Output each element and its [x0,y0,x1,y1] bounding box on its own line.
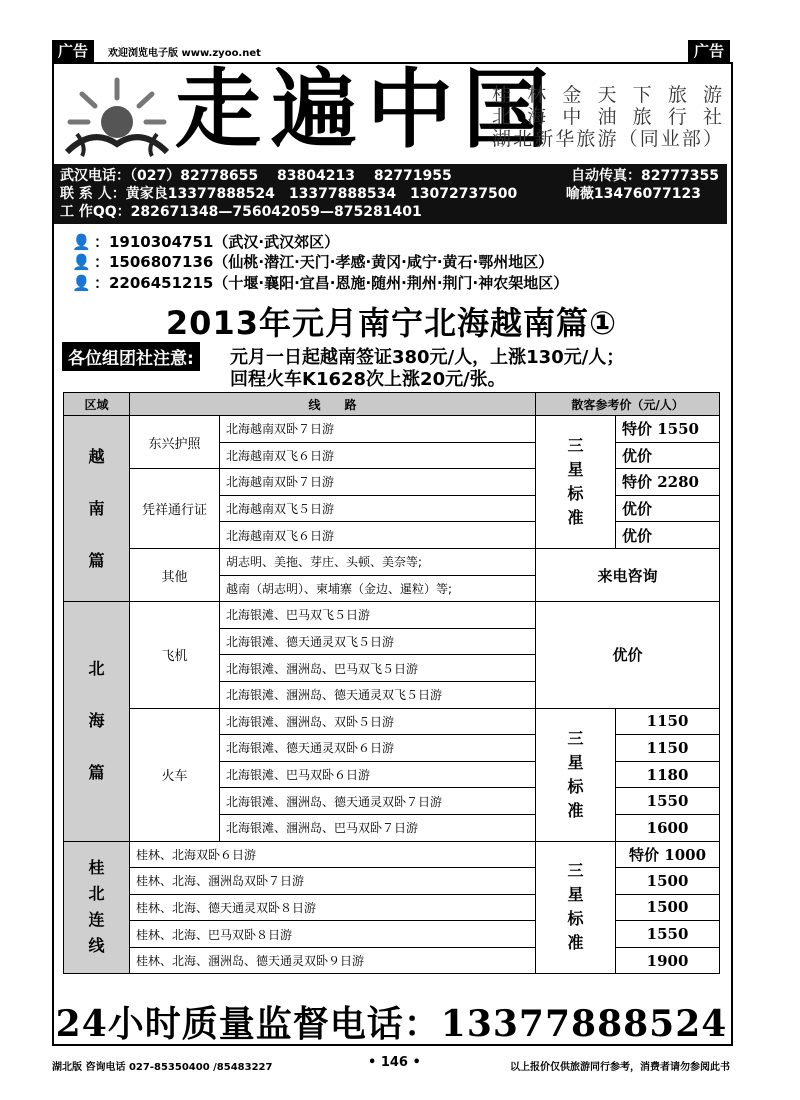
person-icon: 👤 [72,233,91,251]
agency-1: 桂 林 金 天 下 旅 游 [492,84,724,106]
price: 1900 [616,947,720,974]
price: 1150 [616,735,720,762]
header-price: 散客参考价（元/人） [536,393,720,416]
table-row [64,894,720,921]
price: 特价 1550 [616,416,720,443]
route: 桂林、北海、德天通灵双卧８日游 [130,894,536,921]
table-row [64,947,720,974]
price: 1550 [616,788,720,815]
price-discount: 优价 [536,602,720,708]
notice-label: 各位组团社注意: [62,342,200,371]
table-row [64,469,720,496]
star-standard: 三 星 标 准 [536,416,616,549]
sub-dongxing: 东兴护照 [130,416,220,469]
price: 特价 1000 [616,841,720,868]
brand-name: 走遍中国 [175,59,559,160]
price: 1500 [616,894,720,921]
route: 北海银滩、巴马双卧６日游 [220,761,536,788]
star-standard: 三 星 标 准 [536,841,616,974]
route: 北海银滩、涠洲岛、德天通灵双飞５日游 [220,681,536,708]
route: 北海银滩、涠洲岛、巴马双卧７日游 [220,814,536,841]
route: 桂林、北海、涠洲岛、德天通灵双卧９日游 [130,947,536,974]
contact-bar [54,164,727,224]
agency-3: 湖北新华旅游（同业部） [492,128,724,150]
qq-line-3[interactable]: 👤 ：2206451215（十堰·襄阳·宜昌·恩施·随州·荆州·荆门·神农架地区） [72,274,569,292]
region-beihai: 北 海 篇 [64,602,130,841]
sub-pingxiang: 凭祥通行证 [130,469,220,549]
table-row [64,708,720,735]
header-route: 线 路 [130,393,536,416]
route: 北海银滩、涠洲岛、德天通灵双卧７日游 [220,788,536,815]
header-region: 区域 [64,393,130,416]
footer-left: 湖北版 咨询电话 027-85350400 /85483227 [52,1062,273,1073]
page-title: 2013年元月南宁北海越南篇① [165,304,618,342]
route: 北海越南双飞６日游 [220,522,536,549]
route: 北海银滩、涠洲岛、双卧５日游 [220,708,536,735]
sub-train: 火车 [130,708,220,841]
table-row [64,602,720,629]
route: 北海银滩、巴马双飞５日游 [220,602,536,629]
route: 北海越南双卧７日游 [220,469,536,496]
route: 桂林、北海双卧６日游 [130,841,536,868]
price: 优价 [616,442,720,469]
sub-other: 其他 [130,548,220,601]
contact-yuwei[interactable]: 喻薇13476077123 [565,186,701,202]
ad-tag-right: 广告 [688,40,730,62]
route: 越南（胡志明）、柬埔寨（金边、暹粒）等; [220,575,536,602]
table-row [64,416,720,443]
price: 1550 [616,921,720,948]
price-consult: 来电咨询 [536,548,720,601]
route: 北海越南双飞６日游 [220,442,536,469]
contact-persons[interactable]: 联 系 人：黄家良13377888524 13377888534 13072737500 [60,186,518,202]
region-guibei: 桂 北 连 线 [64,841,130,974]
person-icon: 👤 [72,274,91,292]
route: 北海银滩、德天通灵双卧６日游 [220,735,536,762]
wuhan-phones[interactable]: 武汉电话：（027）82778655 83804213 82771955 [60,168,452,184]
price: 1500 [616,868,720,895]
table-row [64,921,720,948]
table-row [64,868,720,895]
price: 1600 [616,814,720,841]
route: 胡志明、美拖、芽庄、头顿、美奈等; [220,548,536,575]
sun-logo-icon [62,72,172,158]
route: 北海越南双飞５日游 [220,495,536,522]
table-row [64,548,720,575]
route: 北海银滩、德天通灵双飞５日游 [220,628,536,655]
table-header [64,393,720,416]
sub-plane: 飞机 [130,602,220,708]
price: 优价 [616,522,720,549]
route: 桂林、北海、巴马双卧８日游 [130,921,536,948]
price: 特价 2280 [616,469,720,496]
work-qq[interactable]: 工 作QQ：282671348—756042059—875281401 [60,204,422,220]
person-icon: 👤 [72,253,91,271]
page-number: • 146 • [368,1055,421,1070]
footer-right: 以上报价仅供旅游同行参考，消费者请勿参阅此书 [510,1062,730,1073]
price: 1180 [616,761,720,788]
region-vietnam: 越 南 篇 [64,416,130,602]
price: 1150 [616,708,720,735]
route: 北海越南双卧７日游 [220,416,536,443]
qq-line-1[interactable]: 👤 ：1910304751（武汉·武汉郊区） [72,233,340,251]
fax-number[interactable]: 自动传真：82777355 [571,168,719,184]
notice-line-1: 元月一日起越南签证380元/人，上涨130元/人； [230,347,625,368]
route: 桂林、北海、涠洲岛双卧７日游 [130,868,536,895]
quality-hotline[interactable]: 24小时质量监督电话：13377888524 [55,1003,728,1045]
notice-line-2: 回程火车K1628次上涨20元/张。 [230,369,506,390]
ad-tag-left: 广告 [52,40,94,62]
agency-2: 北 海 中 油 旅 行 社 [492,106,724,128]
star-standard: 三 星 标 准 [536,708,616,841]
table-row [64,841,720,868]
price: 优价 [616,495,720,522]
welcome-text[interactable]: 欢迎浏览电子版 www.zyoo.net [108,48,261,59]
qq-line-2[interactable]: 👤 ：1506807136（仙桃·潜江·天门·孝感·黄冈·咸宁·黄石·鄂州地区） [72,253,554,271]
price-table [63,392,720,974]
route: 北海银滩、涠洲岛、巴马双飞５日游 [220,655,536,682]
